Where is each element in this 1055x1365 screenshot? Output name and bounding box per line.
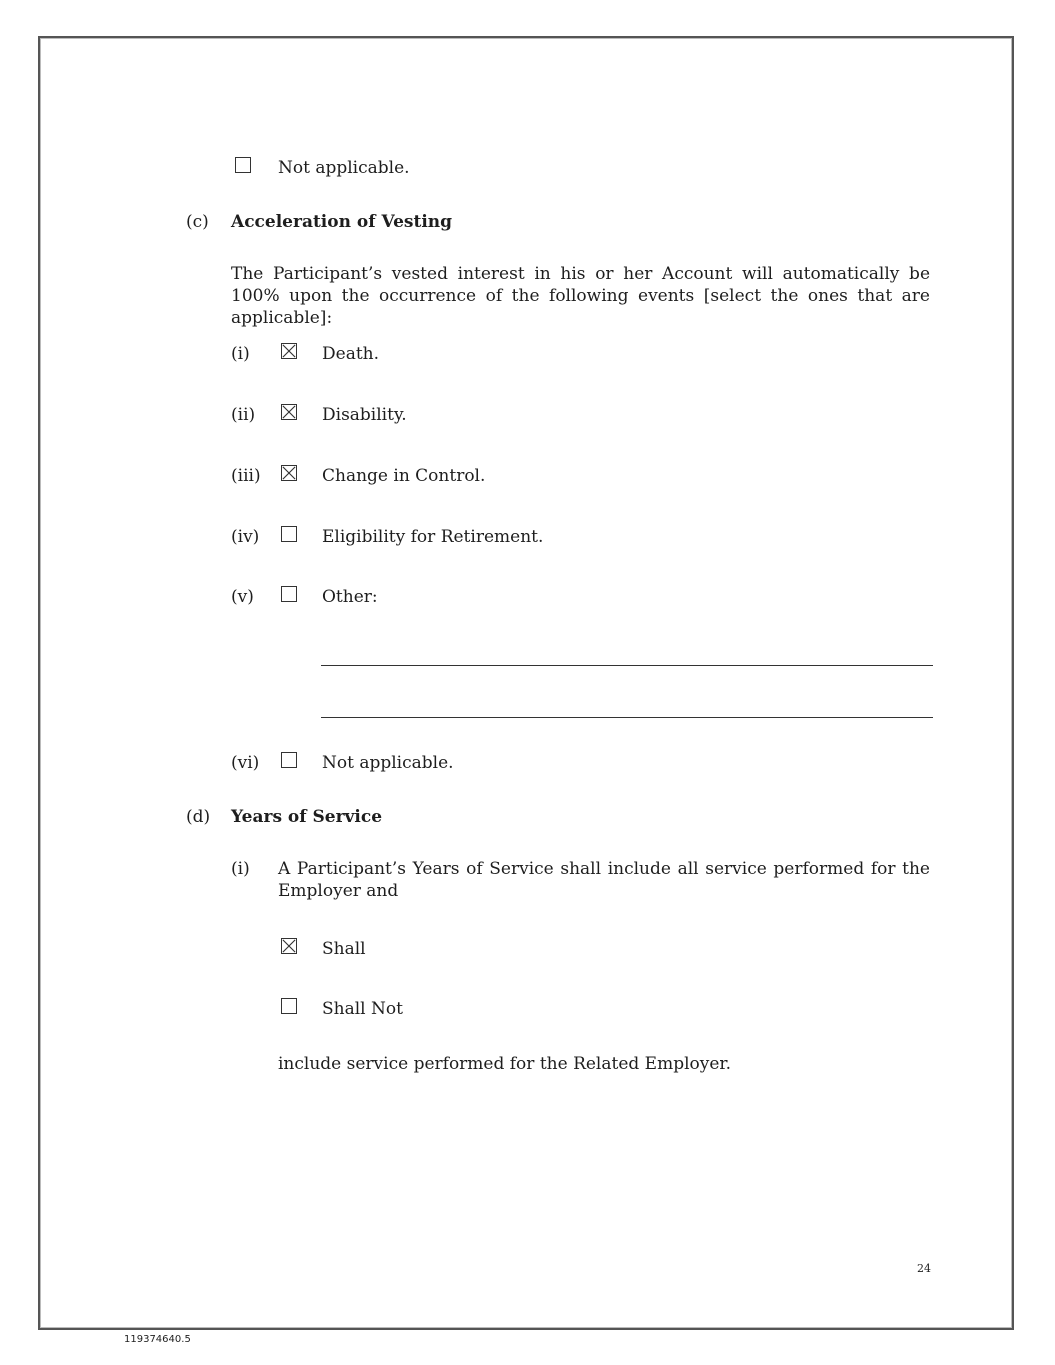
not-applicable-top-label: Not applicable.	[278, 158, 410, 178]
option-vi-numeral: (vi)	[231, 753, 260, 773]
not-applicable-top-checkbox[interactable]	[235, 157, 251, 173]
not-applicable-c-label: Not applicable.	[322, 753, 454, 773]
x-mark-icon	[282, 405, 296, 419]
shall-not-checkbox[interactable]	[281, 998, 297, 1014]
shall-not-label: Shall Not	[322, 999, 403, 1019]
document-id: 119374640.5	[124, 1334, 191, 1345]
other-blank-line-1[interactable]	[321, 665, 933, 666]
x-mark-icon	[282, 344, 296, 358]
page-border	[38, 36, 1014, 1330]
section-d-item-text: A Participant’s Years of Service shall include all service performed for the Employer and	[278, 859, 930, 901]
option-iv-numeral: (iv)	[231, 527, 260, 547]
shall-label: Shall	[322, 939, 366, 959]
option-ii-numeral: (ii)	[231, 405, 256, 425]
section-d-number: (d)	[186, 807, 211, 827]
page-number: 24	[917, 1262, 931, 1275]
death-checkbox[interactable]	[281, 343, 297, 359]
section-d-heading: Years of Service	[231, 807, 383, 827]
change-in-control-label: Change in Control.	[322, 466, 486, 486]
section-d-item-numeral: (i)	[231, 859, 250, 879]
other-checkbox[interactable]	[281, 586, 297, 602]
eligibility-retirement-checkbox[interactable]	[281, 526, 297, 542]
change-in-control-checkbox[interactable]	[281, 465, 297, 481]
option-v-numeral: (v)	[231, 587, 254, 607]
death-label: Death.	[322, 344, 380, 364]
eligibility-retirement-label: Eligibility for Retirement.	[322, 527, 544, 547]
shall-checkbox[interactable]	[281, 938, 297, 954]
not-applicable-c-checkbox[interactable]	[281, 752, 297, 768]
option-i-numeral: (i)	[231, 344, 250, 364]
section-c-number: (c)	[186, 212, 209, 232]
disability-label: Disability.	[322, 405, 407, 425]
x-mark-icon	[282, 466, 296, 480]
x-mark-icon	[282, 939, 296, 953]
section-d-closing: include service performed for the Related Employer.	[278, 1054, 732, 1074]
other-blank-line-2[interactable]	[321, 717, 933, 718]
option-iii-numeral: (iii)	[231, 466, 261, 486]
section-c-heading: Acceleration of Vesting	[231, 212, 453, 232]
other-label: Other:	[322, 587, 378, 607]
disability-checkbox[interactable]	[281, 404, 297, 420]
section-c-intro: The Participant’s vested interest in his or her Account will automatically be 100% upon the occurrence of the following events [select the ones that are applicable]:	[231, 264, 930, 328]
